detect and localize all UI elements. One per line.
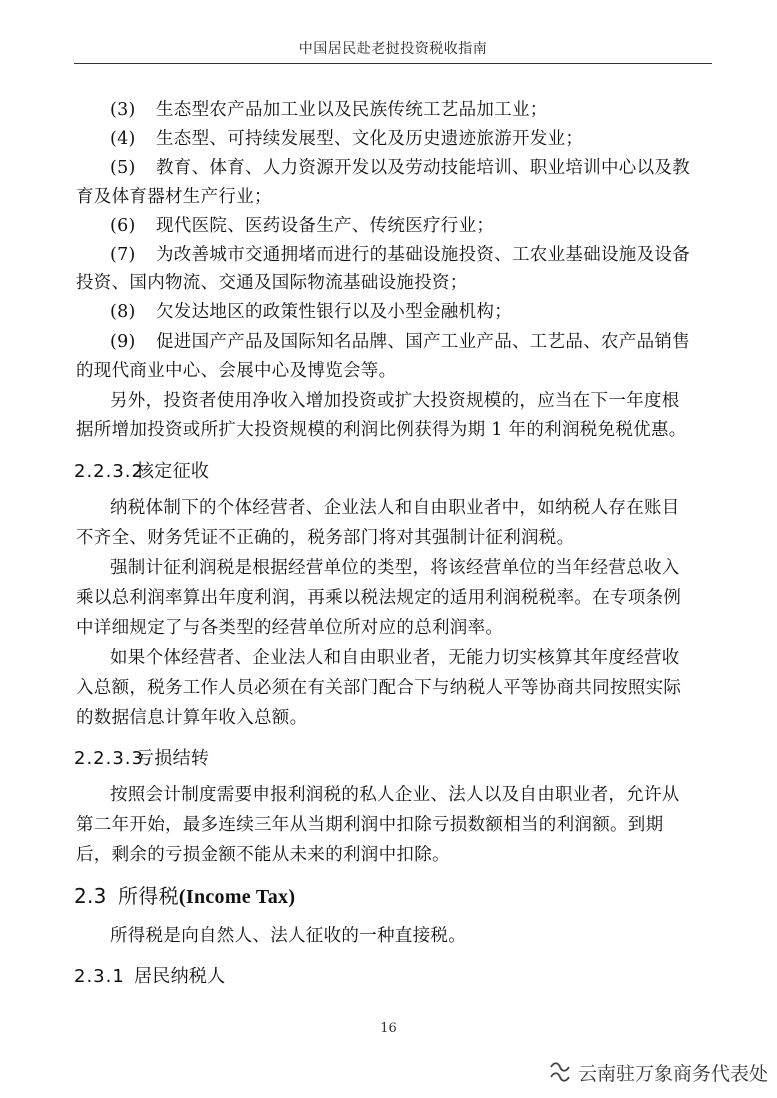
paragraph-line: 如果个体经营者、企业法人和自由职业者，无能力切实核算其年度经营收 xyxy=(110,648,680,668)
section-heading-2233 xyxy=(74,747,209,771)
section-title: 所得税 xyxy=(118,884,179,908)
paragraph-line: 中详细规定了与各类型的经营单位所对应的总利润率。 xyxy=(76,618,504,638)
list-number: (4) xyxy=(110,129,136,149)
list-item-7 xyxy=(110,243,690,267)
paragraph-line: 所得税是向自然人、法人征收的一种直接税。 xyxy=(110,926,466,946)
section-number: 2.3 xyxy=(74,884,107,908)
paragraph-line: 入总额，税务工作人员必须在有关部门配合下与纳税人平等协商共同按照实际 xyxy=(76,678,682,698)
list-text: 现代医院、医药设备生产、传统医疗行业； xyxy=(156,216,495,236)
list-number: (8) xyxy=(110,302,136,322)
paragraph-line: 后，剩余的亏损金额不能从未来的利润中扣除。 xyxy=(76,845,450,865)
section-heading-231 xyxy=(74,965,226,989)
list-item-3 xyxy=(110,98,548,122)
section-number: 2.2.3.3 xyxy=(74,748,144,769)
list-number: (3) xyxy=(110,100,136,120)
list-item-8 xyxy=(110,300,512,324)
section-heading-2232 xyxy=(74,460,209,484)
list-item-9 xyxy=(110,330,690,354)
list-text: 生态型农产品加工业以及民族传统工艺品加工业； xyxy=(156,100,548,120)
section-title: 亏损结转 xyxy=(136,748,210,769)
list-text: 促进国产产品及国际知名品牌、国产工业产品、工艺品、农产品销售 xyxy=(156,332,690,352)
list-number: (5) xyxy=(110,158,136,178)
section-title: 居民纳税人 xyxy=(134,966,226,987)
list-item-4 xyxy=(110,127,583,151)
list-item-7-cont: 投资、国内物流、交通及国际物流基础设施投资； xyxy=(76,273,468,293)
section-title-english: (Income Tax) xyxy=(178,886,296,908)
watermark-text: 云南驻万象商务代表处 xyxy=(578,1062,769,1085)
list-item-5-cont: 育及体育器材生产行业； xyxy=(76,187,272,207)
paragraph-line: 不齐全、财务凭证不正确的，税务部门将对其强制计征利润税。 xyxy=(76,528,575,548)
section-heading-23 xyxy=(74,884,295,909)
running-header: 中国居民赴老挝投资税收指南 xyxy=(298,41,488,57)
wechat-channel-icon xyxy=(548,1061,572,1083)
list-text: 为改善城市交通拥堵而进行的基础设施投资、工农业基础设施及设备 xyxy=(156,245,690,265)
list-item-6 xyxy=(110,214,494,238)
list-number: (9) xyxy=(110,332,136,352)
list-item-9-cont: 的现代商业中心、会展中心及博览会等。 xyxy=(76,361,397,381)
list-number: (7) xyxy=(110,245,136,265)
paragraph-line: 乘以总利润率算出年度利润，再乘以税法规定的适用利润税税率。在专项条例 xyxy=(76,588,682,608)
paragraph-line: 强制计征利润税是根据经营单位的类型，将该经营单位的当年经营总收入 xyxy=(110,558,680,578)
paragraph-line: 第二年开始，最多连续三年从当期利润中扣除亏损数额相当的利润额。到期 xyxy=(76,815,664,835)
paragraph-line: 按照会计制度需要申报利润税的私人企业、法人以及自由职业者，允许从 xyxy=(110,785,680,805)
list-text: 教育、体育、人力资源开发以及劳动技能培训、职业培训中心以及教 xyxy=(156,158,690,178)
section-number: 2.3.1 xyxy=(74,966,125,987)
list-number: (6) xyxy=(110,216,136,236)
paragraph-line: 纳税体制下的个体经营者、企业法人和自由职业者中，如纳税人存在账目 xyxy=(110,498,680,518)
list-text: 生态型、可持续发展型、文化及历史遗迹旅游开发业； xyxy=(156,129,584,149)
watermark xyxy=(548,1058,768,1086)
header-rule xyxy=(74,63,712,64)
list-item-5 xyxy=(110,156,690,180)
paragraph-line: 的数据信息计算年收入总额。 xyxy=(76,708,308,728)
page-number: 16 xyxy=(380,1021,397,1036)
paragraph-additional-line1: 另外，投资者使用净收入增加投资或扩大投资规模的，应当在下一年度根 xyxy=(110,391,680,411)
section-title: 核定征收 xyxy=(136,461,210,482)
section-number: 2.2.3.2 xyxy=(74,461,144,482)
paragraph-additional-line2: 据所增加投资或所扩大投资规模的利润比例获得为期 1 年的利润税免税优惠。 xyxy=(76,420,687,440)
list-text: 欠发达地区的政策性银行以及小型金融机构； xyxy=(156,302,512,322)
